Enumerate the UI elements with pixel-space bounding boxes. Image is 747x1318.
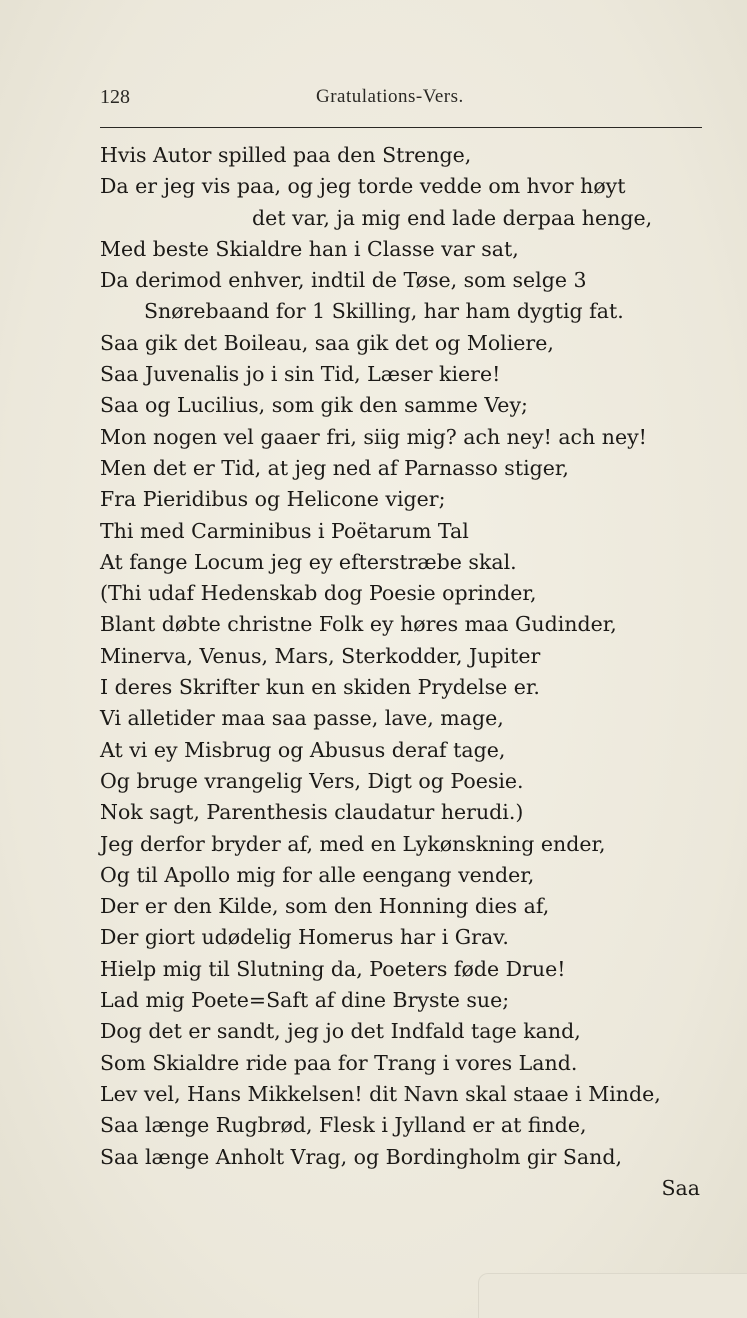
verse-line: Vi alletider maa saa passe, lave, mage, [100, 706, 504, 731]
verse-line: Hvis Autor spilled paa den Strenge, [100, 143, 472, 167]
verse-line: Saa gik det Boileau, saa gik det og Moliere, [100, 330, 554, 355]
verse-line: At fange Locum jeg ey efterstræbe skal. [100, 549, 517, 574]
verse-line: Snørebaand for 1 Skilling, har ham dygtig fat. [144, 299, 624, 324]
verse-line: Nok sagt, Parenthesis claudatur herudi.) [100, 800, 524, 825]
verse-line: Blant døbte christne Folk ey høres maa Gudinder, [100, 612, 617, 637]
verse-line: Der giort udødelig Homerus har i Grav. [100, 925, 509, 950]
verse-line: (Thi udaf Hedenskab dog Poesie oprinder, [100, 581, 537, 606]
verse-line: Saa Juvenalis jo i sin Tid, Læser kiere! [100, 362, 501, 387]
verse-line: I deres Skrifter kun en skiden Prydelse er. [100, 675, 540, 700]
verse-line: Hielp mig til Slutning da, Poeters føde Drue! [100, 956, 566, 981]
verse-line: Og bruge vrangelig Vers, Digt og Poesie. [100, 768, 524, 793]
verse-line: Saa og Lucilius, som gik den samme Vey; [100, 393, 528, 418]
verse-line: Saa længe Anholt Vrag, og Bordingholm gir Sand, [100, 1144, 622, 1169]
verse-line: Med beste Skialdre han i Classe var sat, [100, 236, 519, 261]
verse-line: det var, ja mig end lade derpaa henge, [252, 205, 653, 230]
page-header [100, 86, 702, 116]
page-number: 128 [100, 86, 130, 108]
verse-line: Dog det er sandt, jeg jo det Indfald tage kand, [100, 1019, 581, 1044]
verse-line: Men det er Tid, at jeg ned af Parnasso stiger, [100, 455, 569, 480]
verse-line: Jeg derfor bryder af, med en Lykønskning ender, [100, 831, 606, 856]
header-rule [100, 127, 702, 128]
verse-line: Saa længe Rugbrød, Flesk i Jylland er at finde, [100, 1113, 587, 1138]
verse-line: Mon nogen vel gaaer fri, siig mig? ach ney! ach ney! [100, 424, 647, 449]
verse-line: At vi ey Misbrug og Abusus deraf tage, [100, 737, 506, 762]
verse-line: Minerva, Venus, Mars, Sterkodder, Jupiter [100, 643, 541, 668]
verse-line: Der er den Kilde, som den Honning dies af, [100, 894, 550, 919]
verse-line: Lad mig Poete=Saft af dine Bryste sue; [100, 988, 510, 1013]
verse-line: Og til Apollo mig for alle eengang vender, [100, 862, 535, 887]
verse-line: Da derimod enhver, indtil de Tøse, som selge 3 [100, 268, 587, 293]
verse-line: Som Skialdre ride paa for Trang i vores Land. [100, 1050, 578, 1075]
verse-line: Fra Pieridibus og Helicone viger; [100, 487, 446, 512]
catchword: Saa [661, 1175, 700, 1200]
page-corner-shadow [478, 1273, 747, 1318]
verse-line: Lev vel, Hans Mikkelsen! dit Navn skal staae i Minde, [100, 1081, 661, 1106]
verse-line: Thi med Carminibus i Poëtarum Tal [100, 518, 469, 543]
verse-line: Da er jeg vis paa, og jeg torde vedde om hvor høyt [100, 174, 626, 199]
running-title: Gratulations-Vers. [316, 86, 464, 107]
verse-body [100, 140, 704, 1204]
